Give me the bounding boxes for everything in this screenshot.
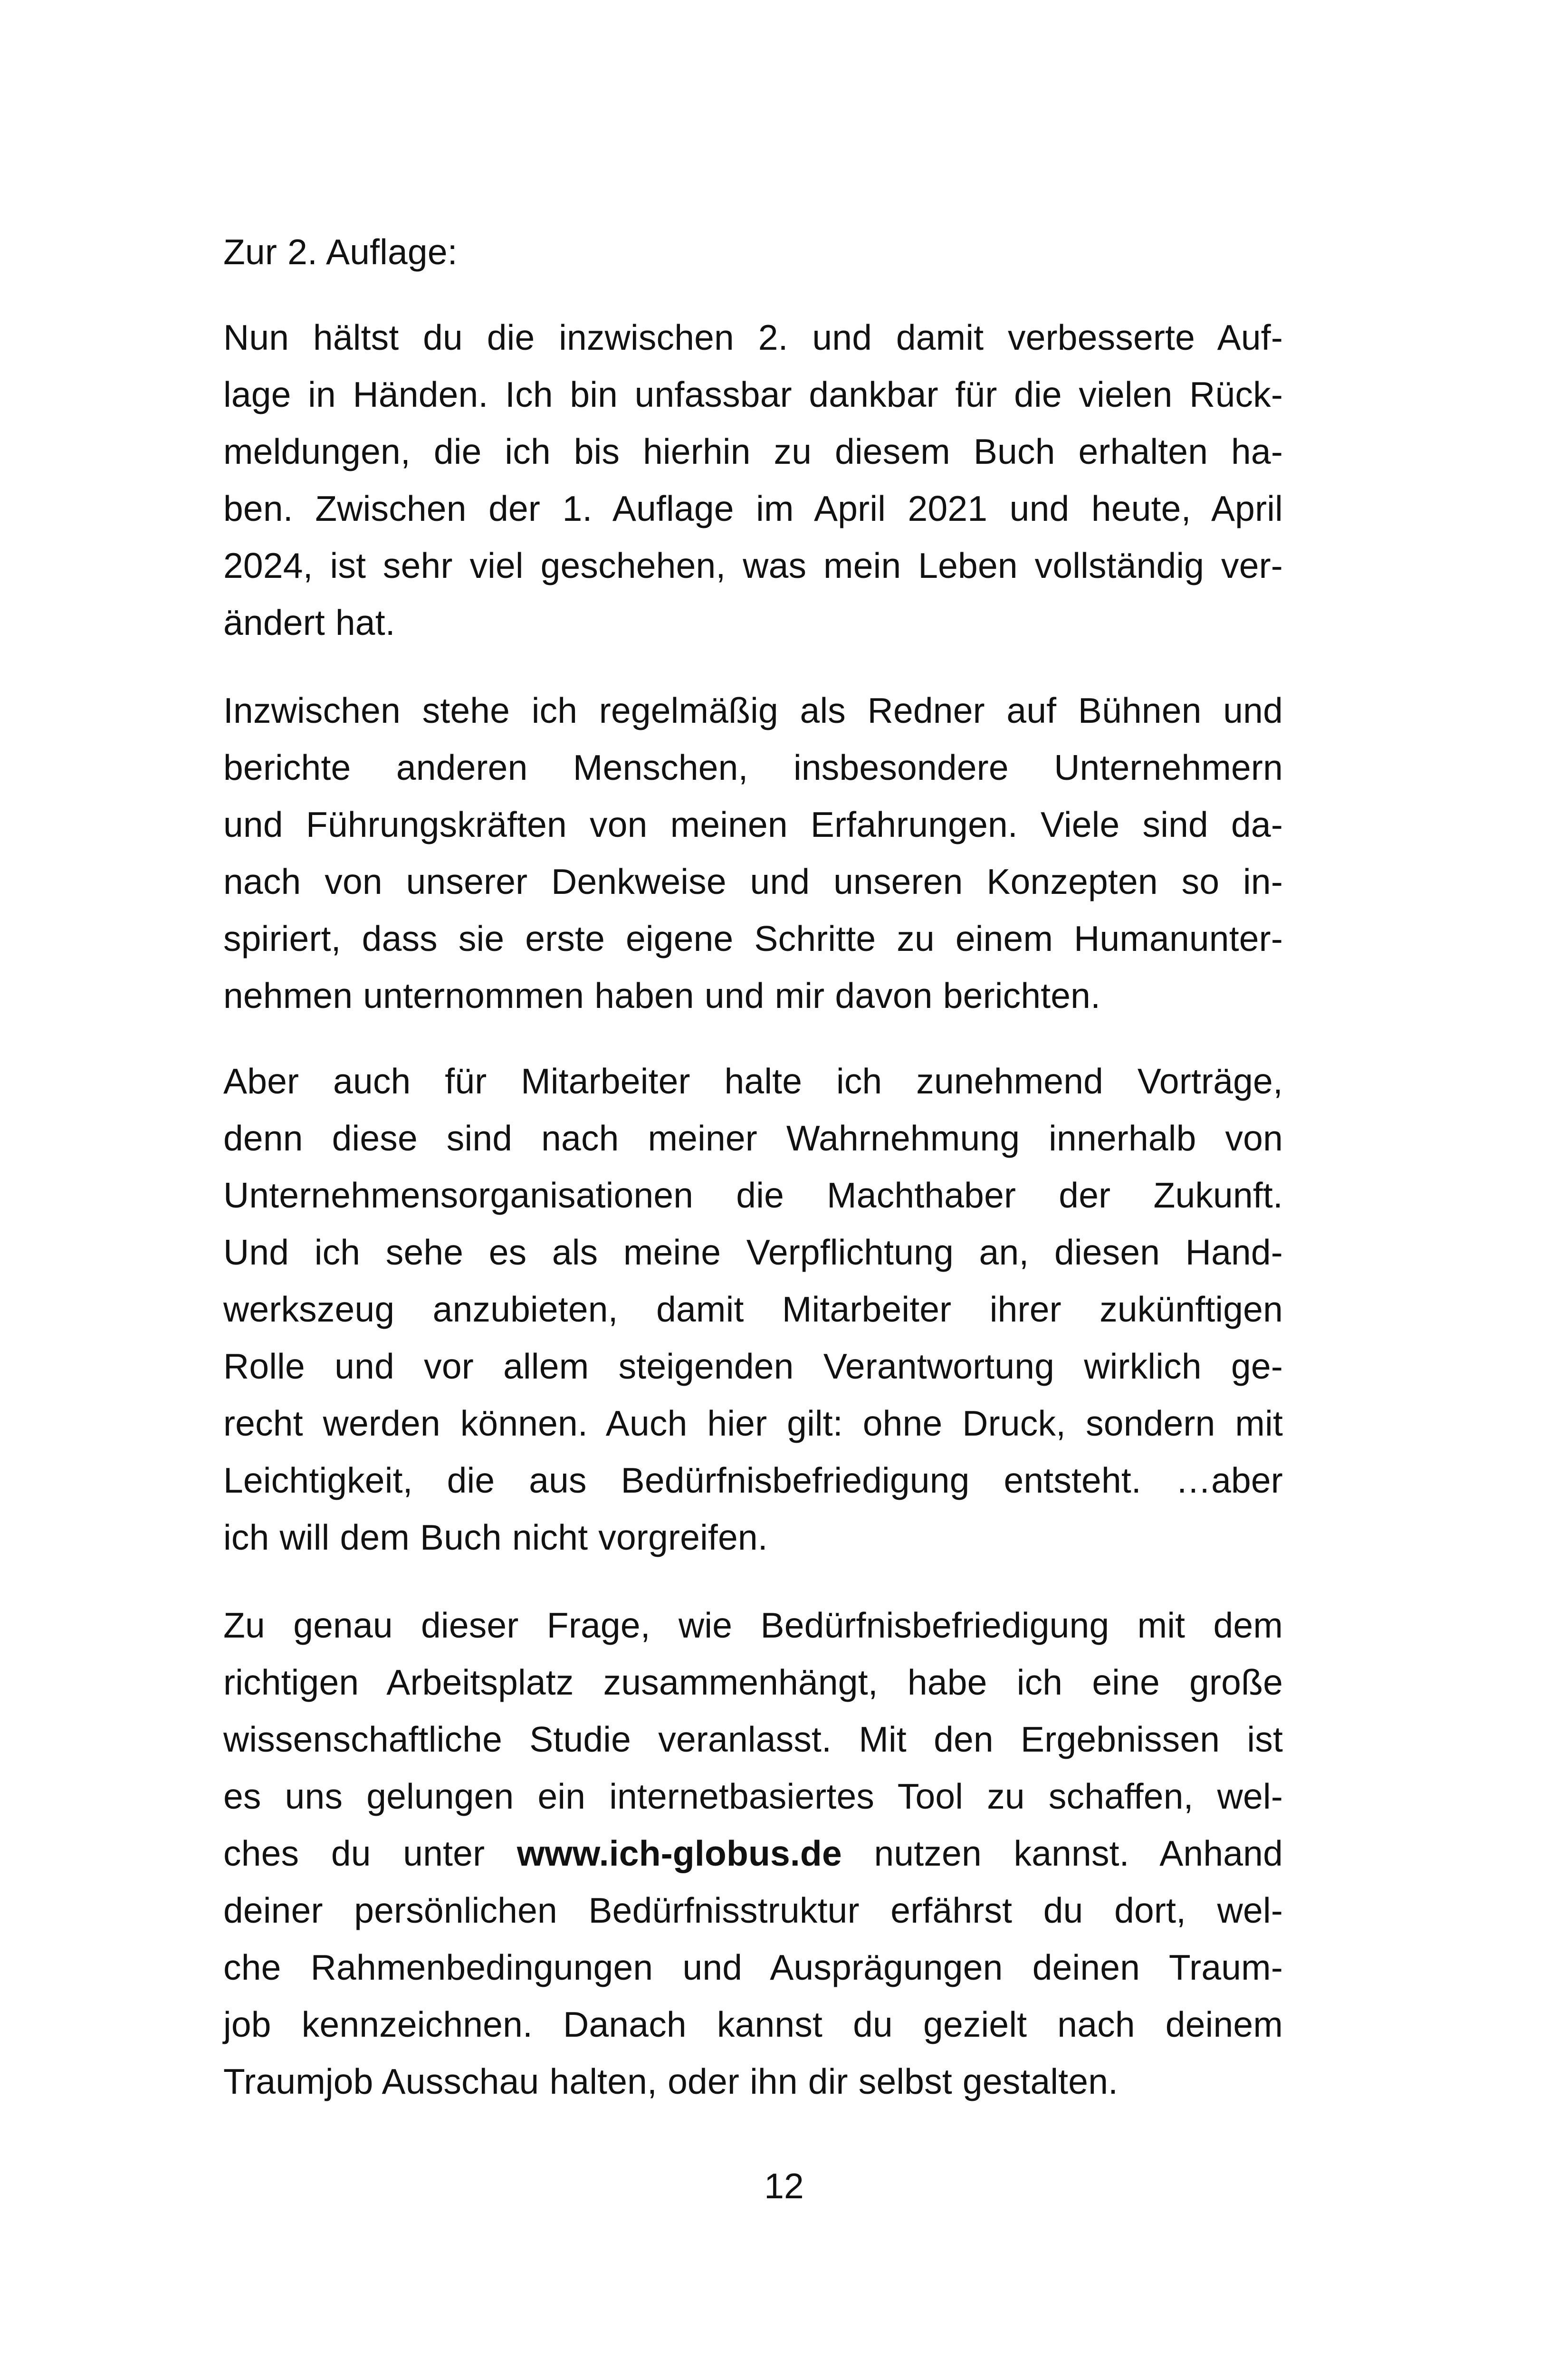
text-line: Leichtigkeit, die aus Bedürfnisbefriedigung entsteht. …aber: [223, 1460, 1283, 1500]
text-line: Inzwischen stehe ich regelmäßig als Redner auf Bühnen und: [223, 690, 1283, 730]
text-line: richtigen Arbeitsplatz zusammenhängt, habe ich eine große: [223, 1662, 1283, 1702]
text-line: recht werden können. Auch hier gilt: ohne Druck, sondern mit: [223, 1403, 1283, 1443]
text-line: denn diese sind nach meiner Wahrnehmung innerhalb von: [223, 1118, 1283, 1158]
text-line: berichte anderen Menschen, insbesondere Unternehmern: [223, 747, 1283, 787]
text-line: spiriert, dass sie erste eigene Schritte zu einem Humanunter-: [223, 919, 1283, 958]
text-line: job kennzeichnen. Danach kannst du gezielt nach deinem: [223, 2004, 1283, 2044]
text-line: ich will dem Buch nicht vorgreifen.: [223, 1517, 768, 1557]
text-line: lage in Händen. Ich bin unfassbar dankbar für die vielen Rück-: [223, 374, 1283, 414]
text-span: nutzen kannst. Anhand: [874, 1833, 1283, 1873]
text-line: nehmen unternommen haben und mir davon berichten.: [223, 976, 1101, 1016]
text-line: 2024, ist sehr viel geschehen, was mein Leben vollständig ver-: [223, 546, 1283, 585]
text-line: Nun hältst du die inzwischen 2. und damit verbesserte Auf-: [223, 317, 1283, 357]
text-line: meldungen, die ich bis hierhin zu diesem Buch erhalten ha-: [223, 431, 1283, 471]
text-line: Unternehmensorganisationen die Machthaber der Zukunft.: [223, 1175, 1283, 1215]
page-number: 12: [764, 2166, 804, 2206]
text-line: Rolle und vor allem steigenden Verantwortung wirklich ge-: [223, 1346, 1283, 1386]
text-span: ches du unter: [223, 1833, 485, 1873]
text-line: deiner persönlichen Bedürfnisstruktur erfährst du dort, wel-: [223, 1890, 1283, 1930]
text-line: nach von unserer Denkweise und unseren Konzepten so in-: [223, 862, 1283, 901]
text-line: Traumjob Ausschau halten, oder ihn dir selbst gestalten.: [223, 2061, 1119, 2101]
text-line: Zu genau dieser Frage, wie Bedürfnisbefriedigung mit dem: [223, 1605, 1283, 1645]
text-line: ändert hat.: [223, 603, 395, 642]
text-line: es uns gelungen ein internetbasiertes Tool zu schaffen, wel-: [223, 1776, 1283, 1816]
text-line: und Führungskräften von meinen Erfahrungen. Viele sind da-: [223, 805, 1283, 844]
text-line-with-link: [223, 1825, 1283, 1882]
text-line: ben. Zwischen der 1. Auflage im April 2021 und heute, April: [223, 489, 1283, 528]
text-line: werkszeug anzubieten, damit Mitarbeiter ihrer zukünftigen: [223, 1289, 1283, 1329]
text-line: che Rahmenbedingungen und Ausprägungen deinen Traum-: [223, 1947, 1283, 1987]
text-line: Aber auch für Mitarbeiter halte ich zunehmend Vorträge,: [223, 1061, 1283, 1101]
text-line: Und ich sehe es als meine Verpflichtung an, diesen Hand-: [223, 1232, 1283, 1272]
section-heading: Zur 2. Auflage:: [223, 232, 458, 272]
text-line: wissenschaftliche Studie veranlasst. Mit den Ergebnissen ist: [223, 1719, 1283, 1759]
website-link[interactable]: www.ich-globus.de: [516, 1833, 842, 1873]
